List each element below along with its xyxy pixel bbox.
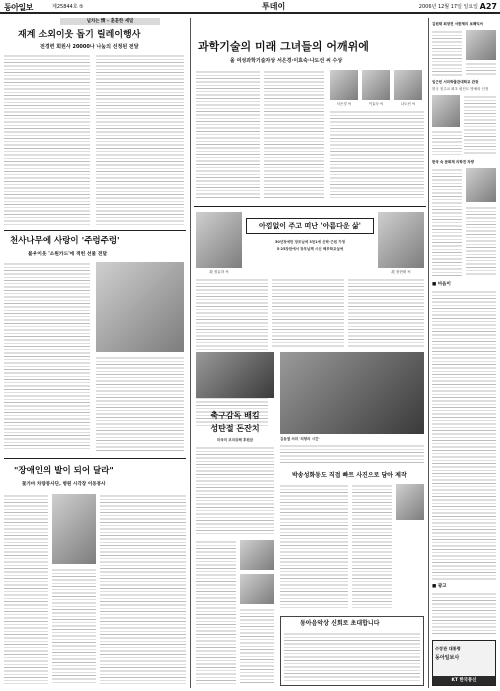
column-rule: [190, 18, 191, 688]
masthead: [0, 0, 500, 14]
small-portrait-1: [240, 540, 274, 570]
invite-title: 동아음악상 신회로 초대합니다: [300, 620, 380, 627]
advert-line-1: 수장관 대통령: [435, 646, 461, 651]
feature-name-right: 故 장현태 씨: [391, 270, 411, 274]
story2-body-b: [96, 356, 184, 452]
museum-body-a: [280, 484, 348, 608]
story2-photo: [96, 262, 184, 352]
right-body-3b: [466, 206, 496, 276]
soccer-body: [196, 446, 274, 536]
museum-title: 박송성화동도 직접 빠트 사진으로 담아 제작: [292, 472, 407, 479]
right-body-2b: [432, 130, 462, 155]
painting-photo: [280, 352, 424, 434]
story2-subtitle: 불우이웃 '소원카드'에 적힌 선물 전달: [28, 252, 108, 257]
right-body-1b: [466, 62, 496, 76]
invite-body: [284, 632, 420, 682]
issue-date: 2006년 12월 17일 일요일: [418, 4, 478, 10]
story3-body-c: [52, 568, 96, 684]
main-subtitle: 올 여성과학기술자상 서은경·이효숙·나도선 씨 수상: [230, 58, 343, 64]
main-title: 과학기술의 미래 그녀들의 어깨위에: [198, 40, 369, 53]
portrait-name-3: 나도선 씨: [400, 102, 416, 106]
portrait-name-2: 이효숙 씨: [368, 102, 384, 106]
story2-body-a: [4, 262, 90, 450]
main-body-b: [264, 70, 324, 200]
story1-body-b: [96, 54, 184, 226]
page-number: A27: [479, 2, 497, 11]
advert-line-2: 동아일보사: [435, 655, 460, 661]
right-body-1: [432, 30, 462, 76]
right-body-3a: [432, 168, 462, 276]
people-list: [432, 290, 496, 580]
soccer-title: 축구감독 배킴: [210, 410, 260, 420]
advert-brand-bar: KT 한국통신: [433, 676, 495, 685]
column-rule: [428, 18, 429, 688]
newspaper-logo: 동아일보: [4, 2, 33, 12]
right-body-2: [464, 95, 496, 155]
right-col2-sub: 한국 천주교 최초 평신도 명예의 인정: [432, 87, 489, 91]
feature-photo-left: [196, 212, 242, 268]
right-portrait-2: [432, 95, 460, 127]
sports-photo: [196, 352, 274, 398]
story3-title: "장애인의 발이 되어 달라": [14, 466, 114, 476]
story1-title: 재계 소외이웃 돕기 릴레이행사: [18, 30, 141, 40]
issue-number: 제25844호 ⑤: [52, 4, 84, 10]
museum-body-b: [352, 484, 392, 608]
portrait-3: [394, 70, 422, 100]
story3-body-b: [100, 494, 186, 684]
soccer-subtitle: 미국의 코치위해 후원금: [216, 438, 254, 442]
story3-subtitle: 꽃가마 차량봉사단, 병원 시각장 이동봉사: [22, 482, 106, 487]
feature-title: 아낌없이 주고 떠난 '아름다운 삶': [246, 218, 374, 234]
kim-caption: 김원태 회장전 서한제의 보폐익씨: [432, 22, 483, 26]
story3-photo: [52, 494, 96, 564]
left-kicker: 넘치는 情 – 훈훈한 세밑: [60, 18, 160, 25]
right-col3-title: 한국 숙 문화재 의학전 차량: [432, 160, 475, 164]
divider: [4, 230, 186, 231]
portrait-2: [362, 70, 390, 100]
portrait-name-1: 서은경 씨: [336, 102, 352, 106]
feature-subtitle-2: 5·25장판에서 장모님께 시신 해부학교실에: [276, 247, 344, 251]
center-bottom-body-b: [240, 608, 274, 684]
section-name: 투데이: [262, 2, 286, 11]
feature-name-left: 故 장유하 씨: [209, 270, 229, 274]
story3-body-a: [4, 494, 48, 684]
feature-subtitle-1: 50년장에만 장모님에 3천1에 신탁·근원 가정: [274, 240, 346, 244]
painting-body: [280, 444, 424, 464]
feature-photo-right: [378, 212, 424, 268]
ad-list: [432, 592, 496, 636]
painting-caption: 김동열 씨의 '치향의 시간': [280, 437, 320, 441]
ad-heading: ■ 광고: [432, 584, 447, 589]
center-bottom-body-a: [196, 540, 236, 684]
small-portrait-2: [240, 574, 274, 604]
divider: [4, 458, 186, 459]
people-heading: ■ 마음이: [432, 282, 451, 287]
museum-photo: [396, 484, 424, 520]
soccer-title-2: 성탄절 돈잔치: [210, 423, 260, 433]
main-body-c: [330, 110, 424, 200]
portrait-1: [330, 70, 358, 100]
feature-body-b: [272, 278, 344, 348]
story1-subtitle: 전경련 회원사 20000나 나눔의 선정된 전달: [40, 44, 139, 50]
right-portrait-3: [466, 168, 496, 202]
right-col2-title: 임근빈 서미박물관대학교 관장: [432, 80, 479, 84]
feature-body-c: [348, 278, 424, 348]
divider: [194, 206, 426, 207]
right-portrait-1: [466, 30, 496, 60]
main-body-a: [196, 70, 260, 200]
story1-body-a: [4, 54, 90, 226]
story2-title: 천사나무에 사랑이 '주렁주렁': [10, 236, 120, 246]
